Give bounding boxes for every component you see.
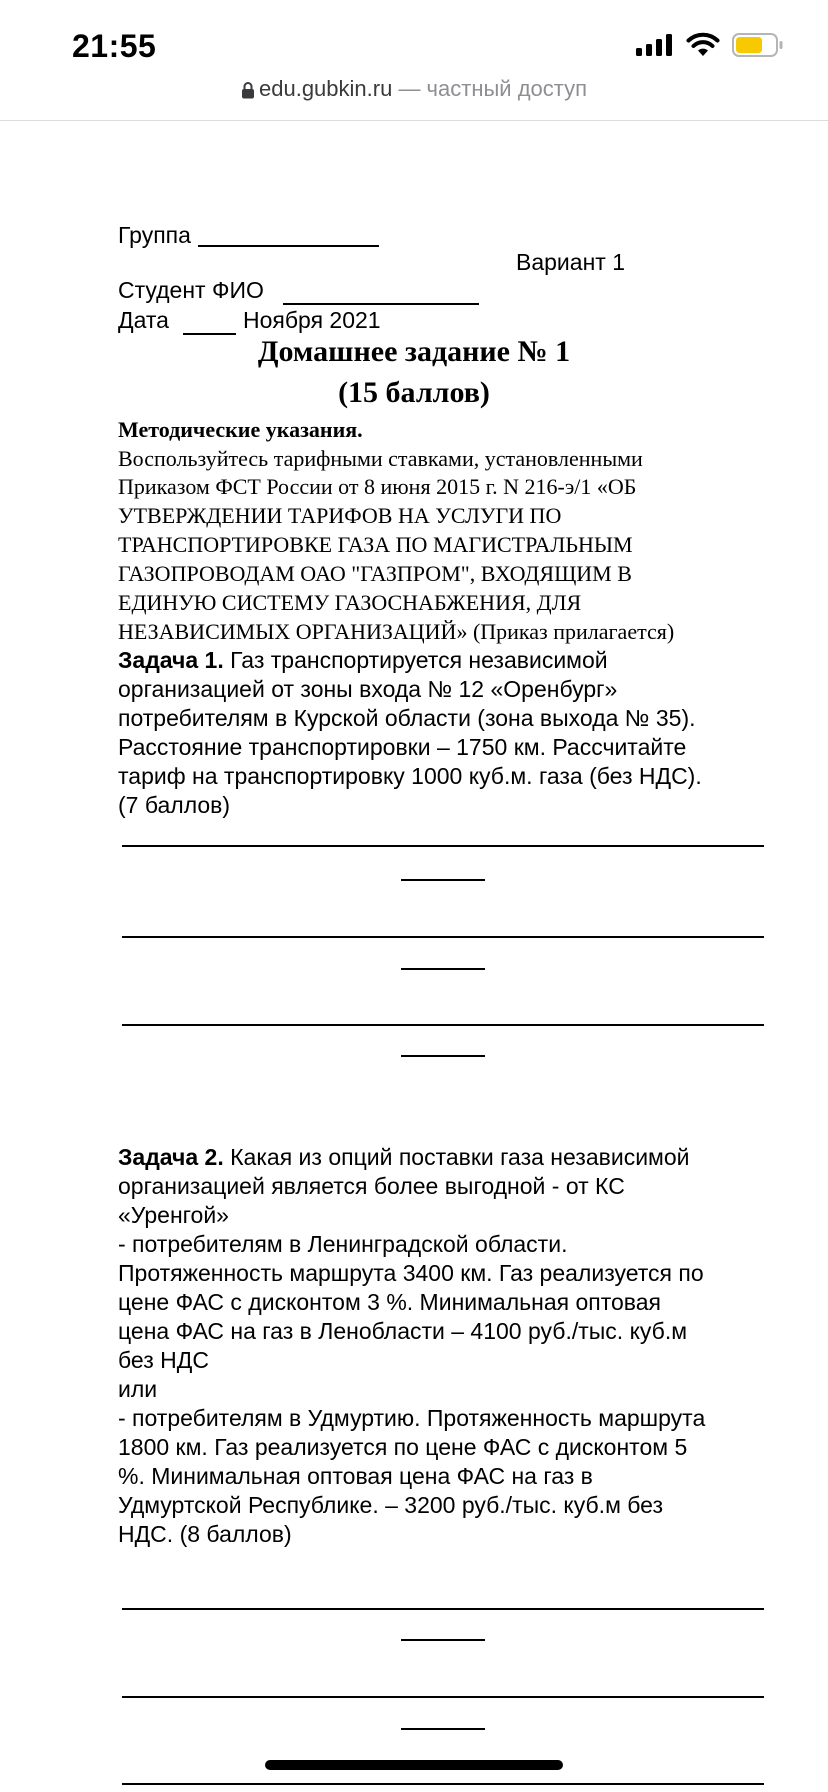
- task1-text: Газ транспортируется независимой: [223, 647, 608, 673]
- answer-line-short: [401, 1055, 485, 1057]
- student-blank: [283, 303, 479, 305]
- task1-line: потребителям в Курской области (зона выхода № 35).: [118, 705, 696, 731]
- task2-text: Какая из опций поставки газа независимой: [223, 1144, 690, 1170]
- student-label: Студент ФИО: [118, 277, 264, 303]
- task1-line: организацией от зоны входа № 12 «Оренбург»: [118, 676, 618, 702]
- task2-line: 1800 км. Газ реализуется по цене ФАС с дисконтом 5: [118, 1434, 688, 1460]
- variant-label: Вариант 1: [516, 249, 625, 275]
- task2-line: цене ФАС с дисконтом 3 %. Минимальная оптовая: [118, 1289, 661, 1315]
- status-time: 21:55: [72, 28, 157, 64]
- document-page: [0, 121, 828, 1792]
- answer-line: [122, 845, 764, 847]
- wifi-icon: [686, 32, 720, 58]
- answer-line: [122, 1024, 764, 1026]
- home-indicator[interactable]: [265, 1760, 563, 1770]
- url-access-label: — частный доступ: [392, 76, 587, 101]
- date-label: Дата: [118, 307, 169, 333]
- url-domain: edu.gubkin.ru: [259, 76, 393, 101]
- cellular-signal-icon: [636, 34, 674, 56]
- group-field: [118, 222, 191, 249]
- battery-icon: [732, 33, 784, 57]
- group-label: Группа: [118, 222, 191, 248]
- task2-line: - потребителям в Ленинградской области.: [118, 1231, 568, 1257]
- page-title: Домашнее задание № 1: [257, 335, 571, 368]
- answer-line: [122, 936, 764, 938]
- task2-label: Задача 2.: [118, 1144, 224, 1170]
- answer-line: [122, 1696, 764, 1698]
- task2-line: Удмуртской Республике. – 3200 руб./тыс. куб.м без: [118, 1492, 664, 1518]
- task2-line: без НДС: [118, 1347, 209, 1373]
- group-blank: [198, 245, 379, 247]
- method-heading: Методические указания.: [118, 417, 363, 442]
- method-line: Воспользуйтесь тарифными ставками, установленными: [118, 446, 643, 471]
- answer-line-short: [401, 879, 485, 881]
- answer-line: [122, 1783, 764, 1785]
- task2-line: НДС. (8 баллов): [118, 1521, 292, 1547]
- task2-line: Протяженность маршрута 3400 км. Газ реализуется по: [118, 1260, 704, 1286]
- address-bar[interactable]: [0, 76, 828, 120]
- task1-line: Расстояние транспортировки – 1750 км. Рассчитайте: [118, 734, 687, 760]
- page-subtitle: (15 баллов): [338, 376, 490, 409]
- task1-first-line: [118, 647, 608, 674]
- task2-line: организацией является более выгодной - от КС: [118, 1173, 625, 1199]
- task2-line: %. Минимальная оптовая цена ФАС на газ в: [118, 1463, 593, 1489]
- status-bar: [0, 0, 828, 88]
- answer-line-short: [401, 968, 485, 970]
- method-line: НЕЗАВИСИМЫХ ОРГАНИЗАЦИЙ» (Приказ прилагается): [118, 619, 675, 644]
- task1-line: тариф на транспортировку 1000 куб.м. газа (без НДС).: [118, 763, 702, 789]
- task1-line: (7 баллов): [118, 792, 231, 818]
- task2-line: - потребителям в Удмуртию. Протяженность маршрута: [118, 1405, 706, 1431]
- task2-line: или: [118, 1376, 158, 1402]
- method-line: УТВЕРЖДЕНИИ ТАРИФОВ НА УСЛУГИ ПО: [118, 503, 562, 528]
- method-line: ЕДИНУЮ СИСТЕМУ ГАЗОСНАБЖЕНИЯ, ДЛЯ: [118, 590, 582, 615]
- task1-label: Задача 1.: [118, 647, 224, 673]
- method-line: ГАЗОПРОВОДАМ ОАО "ГАЗПРОМ", ВХОДЯЩИМ В: [118, 561, 632, 586]
- method-line: ТРАНСПОРТИРОВКЕ ГАЗА ПО МАГИСТРАЛЬНЫМ: [118, 532, 633, 557]
- task2-line: «Уренгой»: [118, 1202, 229, 1228]
- lock-icon: [241, 81, 255, 99]
- date-month: Ноября 2021: [243, 307, 381, 333]
- answer-line-short: [401, 1639, 485, 1641]
- method-line: Приказом ФСТ России от 8 июня 2015 г. N 216-э/1 «ОБ: [118, 474, 637, 499]
- answer-line: [122, 1608, 764, 1610]
- task2-first-line: [118, 1144, 690, 1171]
- task2-line: цена ФАС на газ в Ленобласти – 4100 руб./тыс. куб.м: [118, 1318, 688, 1344]
- answer-line-short: [401, 1728, 485, 1730]
